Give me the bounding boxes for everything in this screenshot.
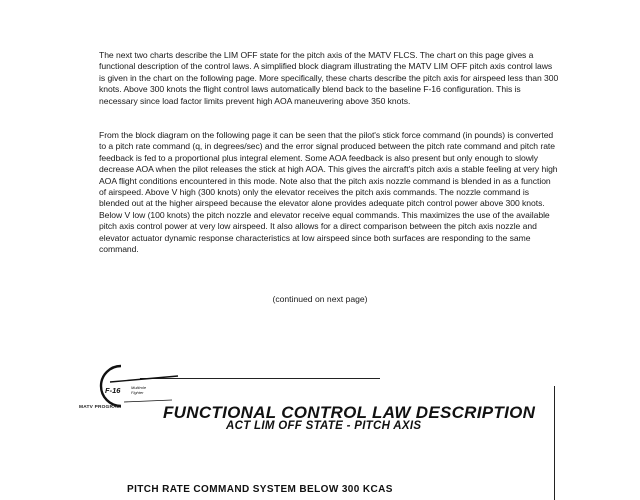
card-subtitle: ACT LIM OFF STATE - PITCH AXIS xyxy=(226,420,422,432)
intro-paragraph: The next two charts describe the LIM OFF state for the pitch axis of the MATV FLCS. The chart on this page gives a functional description of the control laws. A simplified block diagram illustrating the MATV LIM OFF pitch axis control laws is given in the chart on the following page. More specifically, these charts describe the pitch axis for airspeed less than 300 knots. Above 300 knots the flight control laws automatically blend back to the baseline F-16 configuration. This is necessary since load factor limits prevent high AOA maneuvering above 350 knots. xyxy=(99,50,559,106)
card-title: FUNCTIONAL CONTROL LAW DESCRIPTION xyxy=(163,403,536,422)
logo-model: F-16 xyxy=(105,386,121,395)
logo-role-line2: Fighter xyxy=(131,390,144,395)
logo-program-label: MATV PROGRAM xyxy=(79,405,122,410)
section-heading: PITCH RATE COMMAND SYSTEM BELOW 300 KCAS xyxy=(127,484,393,495)
card-right-border xyxy=(554,386,555,500)
continued-note: (continued on next page) xyxy=(272,294,368,304)
logo-role-line1: Multirole xyxy=(131,385,147,390)
detail-paragraph: From the block diagram on the following page it can be seen that the pilot's stick force command (in pounds) is converted to a pitch rate command (q, in degrees/sec) and the error signal produced between the pitch rate command and pitch rate feedback is fed to a proportional plus integral element. Some AOA feedback is also present but only enough to slowly decrease AOA when the pilot releases the stick at high AOA. This gives the aircraft's pitch axis a stable feeling at very high AOA flight conditions encountered in this mode. Note also that the pitch axis nozzle command is blended in as a function of airspeed. Above V high (300 knots) only the elevator receives the pitch axis commands. The nozzle command is blended out at the higher airspeed because the elevator alone provides adequate pitch control power above 300 knots. Below V low (100 knots) the pitch nozzle and elevator receive equal commands. This maximizes the use of the available pitch axis control power at very low airspeed. It also allows for a direct comparison between the pitch axis nozzle and elevator actuator dynamic response characteristics at low airspeed since both surfaces are responding to the same command. xyxy=(99,130,558,255)
